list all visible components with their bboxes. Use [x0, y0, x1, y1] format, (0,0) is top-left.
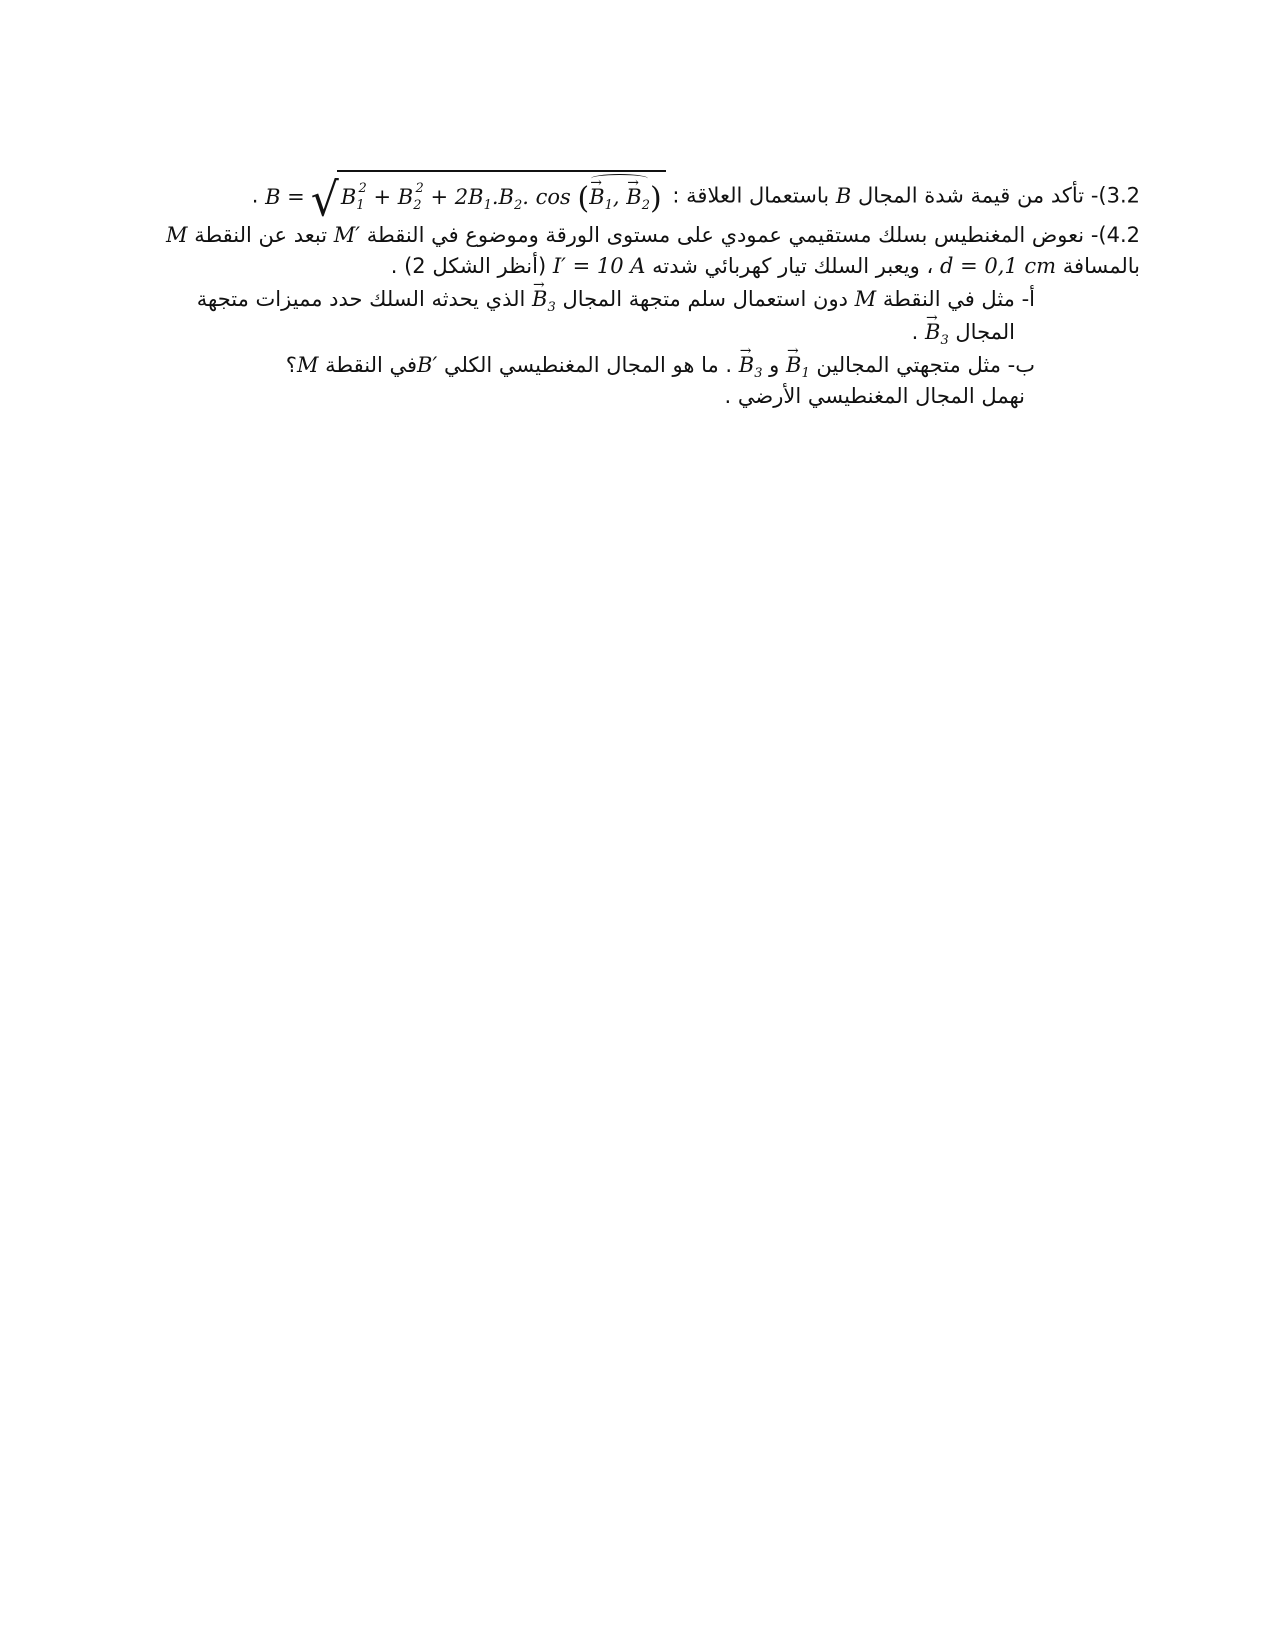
formula-lhs: B = — [265, 184, 305, 209]
vector-b3: → $B_3$ — [925, 317, 949, 356]
question-text: باستعمال العلاقة : — [672, 183, 830, 208]
question-mark: ؟ — [285, 353, 297, 377]
distance-value: d = 0,1 cm — [939, 254, 1057, 278]
question-number: 3.2)- — [1090, 183, 1140, 208]
question-text: تبعد عن النقطة — [194, 223, 328, 247]
question-text: نعوض المغنطيس بسلك مستقيمي عمودي على مستوى الورقة وموضوع في النقطة — [366, 223, 1085, 247]
question-4-2-line1 — [166, 220, 1140, 250]
sqrt-icon: √ — [310, 173, 339, 228]
question-text: نهمل المجال المغنطيسي الأرضي . — [724, 384, 1025, 408]
conjunction: و — [769, 353, 780, 377]
question-text: في النقطة — [325, 353, 418, 377]
question-4-2-line2 — [391, 251, 1140, 281]
question-text: . ما هو المجال المغنطيسي الكلي — [443, 353, 733, 377]
symbol-m: M — [854, 287, 877, 311]
question-3-2 — [251, 170, 1140, 228]
question-text: ، ويعبر السلك تيار كهربائي شدته — [652, 254, 934, 278]
question-text: بالمسافة — [1062, 254, 1140, 278]
symbol-m: M — [165, 223, 188, 247]
symbol-m: M — [296, 353, 319, 377]
formula-radicand: $B_1^2 + B_2^2 + 2B_1.B_2$. cos (→ $B_1$, → $B_2$) — [337, 170, 666, 223]
question-text: المجال — [955, 320, 1015, 344]
vector-b1: → $B_1$ — [786, 350, 810, 389]
symbol-m-prime: M′ — [333, 223, 361, 247]
symbol-b: B — [835, 183, 852, 208]
symbol-b-prime: B′ — [417, 353, 438, 377]
vector-b3: → $B_3$ — [532, 284, 556, 323]
vector-b3: → $B_3$ — [739, 350, 763, 389]
current-value: I′ = 10 A — [552, 254, 646, 278]
question-text: الذي يحدثه السلك حدد مميزات متجهة — [196, 287, 526, 311]
question-b-line2 — [725, 381, 1025, 411]
question-text: ب- مثل متجهتي المجالين — [816, 353, 1035, 377]
sentence-end: . — [911, 320, 919, 344]
sentence-end: . — [251, 183, 259, 208]
question-text: دون استعمال سلم متجهة المجال — [562, 287, 848, 311]
question-number: 4.2)- — [1090, 223, 1140, 247]
figure-reference: (أنظر الشكل 2) . — [390, 254, 547, 278]
question-text: أ- مثل في النقطة — [882, 287, 1035, 311]
formula — [265, 170, 666, 228]
question-text: تأكد من قيمة شدة المجال — [857, 183, 1085, 208]
question-a-line1 — [197, 284, 1035, 323]
